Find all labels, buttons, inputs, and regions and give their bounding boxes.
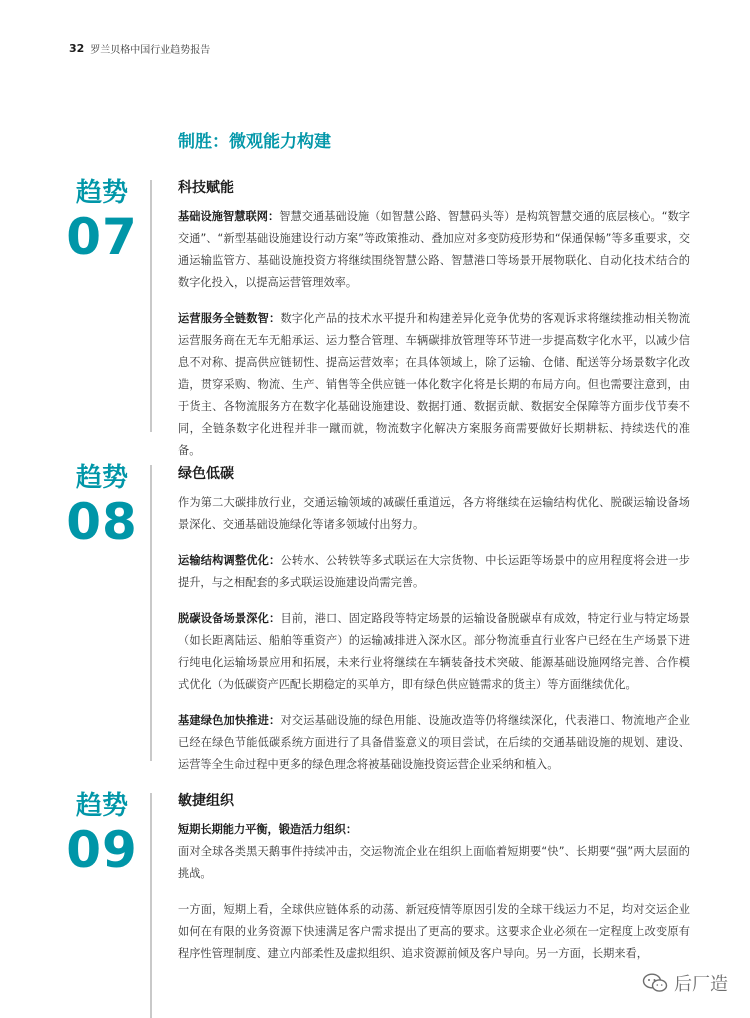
trend-07-label — [60, 178, 144, 266]
paragraph — [178, 550, 690, 594]
trend-number: 09 — [66, 821, 138, 879]
paragraph-text: 数字化产品的技术水平提升和构建差异化竞争优势的客观诉求将继续推动相关物流运营服务商在无车无船承运、运力整合管理、车辆碳排放管理等环节进一步提高数字化水平，以减少信息不对称、提高供应链韧性、提高运营效率；在具体领域上，除了运输、仓储、配送等分场景数字化改造，贯穿采购、物流、生产、销售等全供应链一体化数字化将是长期的布局方向。但也需要注意到，由于货主、各物流服务方在数字化基础设施建设、数据打通、数据贡献、数据安全保障等方面步伐节奏不同，全链条数字化进程并非一蹴而就，物流数字化解决方案服务商需要做好长期耕耘、持续迭代的准备。 — [178, 312, 690, 457]
paragraph-lead: 脱碳设备场景深化： — [178, 612, 281, 625]
paragraph — [178, 841, 690, 885]
trend-07-content — [178, 179, 690, 476]
paragraph — [178, 899, 690, 965]
paragraph-lead: 运营服务全链数智： — [178, 312, 281, 325]
paragraph-text: 目前，港口、固定路段等特定场景的运输设备脱碳卓有成效，特定行业与特定场景（如长距离陆运、船舶等重资产）的运输减排进入深水区。部分物流垂直行业客户已经在生产场景下进行纯电化运输场景应用和拓展，未来行业将继续在车辆装备技术突破、能源基础设施网络完善、合作模式优化（为低碳资产匹配长期稳定的买单方，即有绿色供应链需求的货主）等方面继续优化。 — [178, 612, 690, 691]
trend-08-label — [60, 463, 144, 551]
trend-07-divider — [150, 180, 152, 432]
trend-word: 趋势 — [75, 463, 128, 493]
trend-word: 趋势 — [75, 791, 128, 821]
trend-09-divider — [150, 793, 152, 1018]
page-number: 32 — [69, 41, 85, 55]
trend-heading: 科技赋能 — [178, 180, 234, 196]
trend-word: 趋势 — [75, 178, 128, 208]
watermark-text: 后厂造 — [674, 974, 728, 995]
trend-number: 08 — [66, 493, 138, 551]
trend-08-divider — [150, 465, 152, 761]
paragraph — [178, 819, 690, 841]
trend-heading: 绿色低碳 — [178, 466, 234, 482]
paragraph-text: 一方面，短期上看，全球供应链体系的动荡、新冠疫情等原因引发的全球干线运力不足，均对交运企业如何在有限的业务资源下快速满足客户需求提出了更高的要求。这要求企业必须在一定程度上改变原有程序性管理制度、建立内部柔性及虚拟组织、追求资源前倾及客户导向。另一方面，长期来看， — [178, 903, 690, 960]
paragraph — [178, 492, 690, 536]
trend-heading: 敏捷组织 — [178, 793, 234, 809]
section-title: 制胜：微观能力构建 — [178, 132, 331, 152]
paragraph-lead: 基建绿色加快推进： — [178, 714, 281, 727]
paragraph-text: 作为第二大碳排放行业，交通运输领域的减碳任重道远，各方将继续在运输结构优化、脱碳运输设备场景深化、交通基础设施绿化等诸多领域付出努力。 — [178, 496, 690, 531]
page-header — [69, 41, 210, 55]
paragraph — [178, 308, 690, 462]
paragraph-text: 智慧交通基础设施（如智慧公路、智慧码头等）是构筑智慧交通的底层核心。“数字交通”、“新型基础设施建设行动方案”等政策推动、叠加应对多变防疫形势和“保通保畅”等多重要求，交通运输监管方、基础设施投资方将继续围绕智慧公路、智慧港口等场景开展物联化、自动化技术结合的数字化投入，以提高运营管理效率。 — [178, 210, 690, 289]
paragraph-text: 公转水、公转铁等多式联运在大宗货物、中长运距等场景中的应用程度将会进一步提升，与之相配套的多式联运设施建设尚需完善。 — [178, 554, 690, 589]
wechat-icon — [642, 973, 668, 993]
trend-09-label — [60, 791, 144, 879]
paragraph-lead: 基础设施智慧联网： — [178, 210, 280, 223]
paragraph-text: 对交运基础设施的绿色用能、设施改造等仍将继续深化，代表港口、物流地产企业已经在绿色节能低碳系统方面进行了具备借鉴意义的项目尝试，在后续的交通基础设施的规划、建设、运营等全生命过程中更多的绿色理念将被基础设施投资运营企业采纳和植入。 — [178, 714, 690, 771]
paragraph-lead: 运输结构调整优化： — [178, 554, 281, 567]
trend-09-content — [178, 792, 690, 979]
report-title: 罗兰贝格中国行业趋势报告 — [90, 44, 211, 56]
watermark — [642, 970, 728, 996]
paragraph — [178, 608, 690, 696]
paragraph — [178, 206, 690, 294]
paragraph-lead: 短期长期能力平衡，锻造活力组织： — [178, 823, 358, 836]
trend-08-content — [178, 465, 690, 790]
trend-number: 07 — [66, 208, 138, 266]
paragraph-text: 面对全球各类黑天鹅事件持续冲击，交运物流企业在组织上面临着短期要“快”、长期要“强”两大层面的挑战。 — [178, 845, 690, 880]
paragraph — [178, 710, 690, 776]
